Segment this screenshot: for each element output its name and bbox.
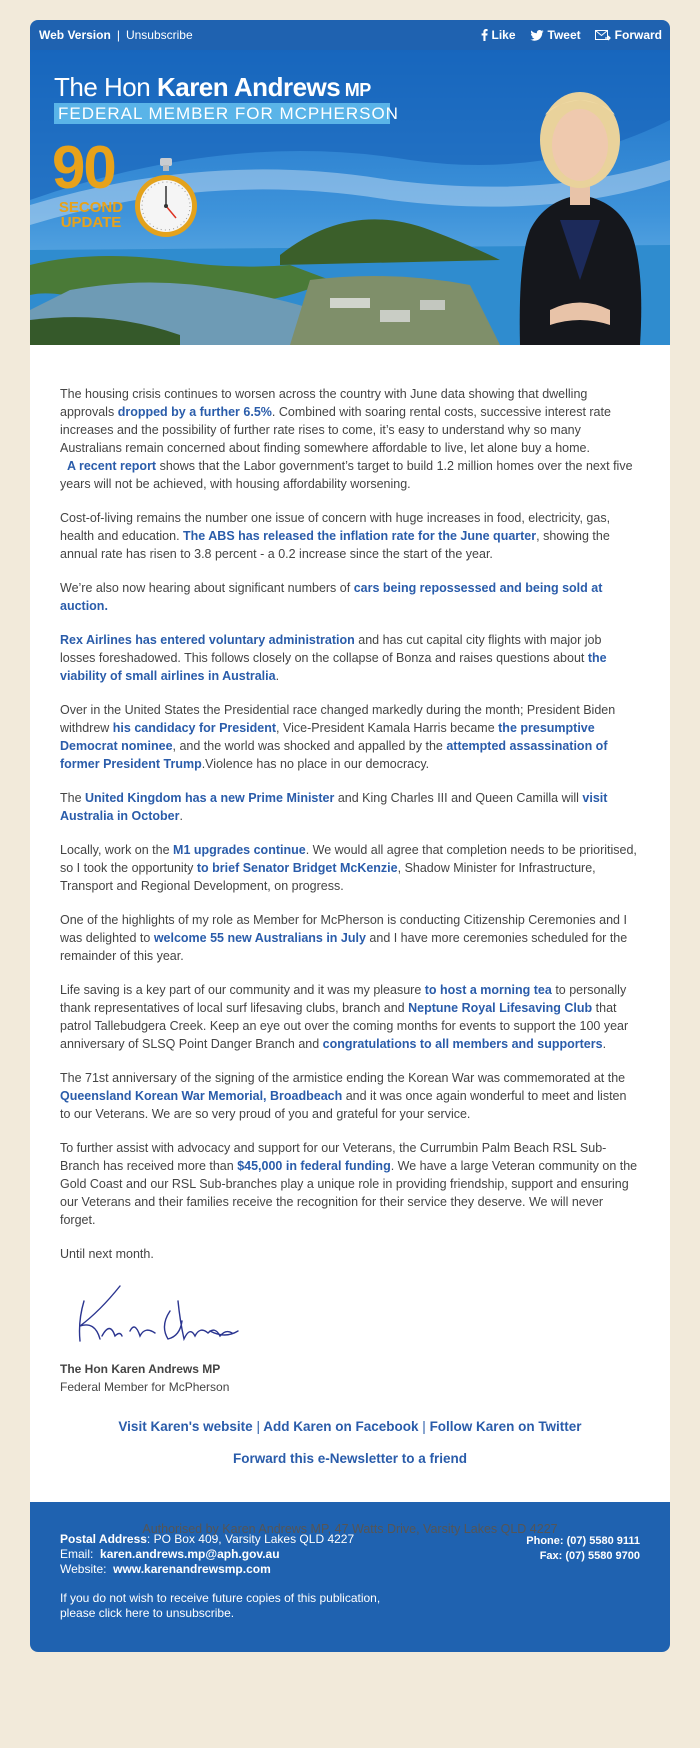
topbar-separator: | [116, 28, 120, 42]
top-bar [30, 20, 670, 50]
link-m1-upgrades[interactable]: M1 upgrades continue [173, 843, 306, 857]
footer-phone-fax [526, 1534, 640, 1564]
social-links: Visit Karen's website | Add Karen on Facebook | Follow Karen on Twitter [118, 1419, 582, 1434]
ninety-number: 90 [52, 134, 115, 201]
tweet-label: Tweet [547, 28, 581, 42]
link-uk-prime-minister[interactable]: United Kingdom has a new Prime Minister [85, 791, 335, 805]
forward-button[interactable] [595, 28, 662, 42]
link-trump-assassination[interactable]: attempted assassination of former President Trump [60, 739, 608, 771]
link-democrat-nominee[interactable]: the presumptive Democrat nominee [60, 721, 595, 753]
fax-number: Fax: (07) 5580 9700 [539, 1550, 640, 1562]
facebook-link[interactable]: Add Karen on Facebook [263, 1419, 419, 1434]
unsubscribe-link[interactable]: Unsubscribe [125, 28, 193, 42]
link-abs-inflation[interactable]: The ABS has released the inflation rate for the June quarter [183, 529, 537, 543]
twitter-link[interactable]: Follow Karen on Twitter [429, 1419, 582, 1434]
link-federal-funding[interactable]: $45,000 in federal funding [237, 1159, 391, 1173]
signatory-name: The Hon Karen Andrews MP [60, 1362, 221, 1376]
twitter-bird-icon [530, 30, 544, 41]
web-version-link[interactable]: Web Version [39, 28, 111, 42]
paragraph-cost-of-living: Cost-of-living remains the number one issue of concern with huge increases in food, electricity, gas, health and education. The ABS has released the inflation rate for the June quarter, showing the annual rate has risen to 3.8 percent - a 0.2 increase since the start of the year. [60, 511, 611, 561]
signatory-title: Federal Member for McPherson [60, 1380, 230, 1394]
newsletter [30, 20, 670, 1652]
paragraph-citizenship: One of the highlights of my role as Member for McPherson is conducting Citizenship Ceremonies and I was delighted to welcome 55 new Australians in July and I have more ceremonies scheduled for the remainder of this year. [60, 913, 628, 963]
link-brief-mckenzie[interactable]: to brief Senator Bridget McKenzie [196, 861, 398, 875]
authorisation-statement: Authorised by Karen Andrews MP, 47 Watts Drive, Varsity Lakes QLD 4227 [142, 1522, 558, 1536]
email-line: Email: karen.andrews.mp@aph.gov.au [60, 1547, 280, 1561]
newsletter-body [30, 345, 670, 1502]
facebook-icon [481, 29, 488, 41]
electorate-subtitle: FEDERAL MEMBER FOR MCPHERSON [54, 103, 390, 124]
link-recent-report[interactable]: A recent report [66, 459, 157, 473]
forward-to-friend-link[interactable]: Forward this e-Newsletter to a friend [232, 1451, 468, 1466]
link-neptune-club[interactable]: Neptune Royal Lifesaving Club [408, 1001, 593, 1015]
postal-address: Postal Address: PO Box 409, Varsity Lakes QLD 4227 [60, 1532, 355, 1546]
phone-number: Phone: (07) 5580 9111 [526, 1535, 640, 1547]
signature-block [60, 1281, 640, 1396]
website-link[interactable]: Visit Karen's website [118, 1419, 253, 1434]
second-update-label: SECOND UPDATE [58, 199, 124, 231]
tweet-button[interactable] [530, 28, 581, 42]
link-dwelling-approvals[interactable]: dropped by a further 6.5% [117, 405, 272, 419]
facebook-like-button[interactable] [481, 28, 516, 42]
paragraph-m1: Locally, work on the M1 upgrades continue. We would all agree that completion needs to be prioritised, so I took the opportunity to brief Senator Bridget McKenzie, Shadow Minister for Infrastructure, Transport and Regional Development, on progress. [60, 843, 637, 893]
paragraph-korean-war: The 71st anniversary of the signing of the armistice ending the Korean War was commemorated at the Queensland Korean War Memorial, Broadbeach and it was once again wonderful to meet and listen to our Veterans. We are so very proud of you and grateful for your service. [60, 1071, 627, 1121]
paragraph-repossessions: We’re also now hearing about significant numbers of cars being repossessed and being sold at auction. [60, 581, 603, 613]
link-new-australians[interactable]: welcome 55 new Australians in July [153, 931, 366, 945]
link-biden-candidacy[interactable]: his candidacy for President [112, 721, 277, 735]
link-morning-tea[interactable]: to host a morning tea [424, 983, 552, 997]
handwritten-signature [60, 1281, 240, 1351]
website-line: Website: www.karenandrewsmp.com [60, 1562, 271, 1576]
paragraph-veterans: To further assist with advocacy and support for our Veterans, the Currumbin Palm Beach RSL Sub-Branch has received more than $45,000 in federal funding. We have a large Veteran community on the Gold Coast and our RSL Sub-branches play a unique role in providing friendship, support and ensuring our Veterans and their families receive the recognition for their service they deserve. We will never forget. [60, 1141, 638, 1227]
link-congratulations[interactable]: congratulations to all members and supporters [322, 1037, 603, 1051]
member-name-heading: The Hon Karen Andrews MP [54, 72, 371, 102]
stopwatch-icon [134, 158, 198, 240]
paragraph-lifesaving: Life saving is a key part of our community and it was my pleasure to host a morning tea to personally thank representatives of local surf lifesaving clubs, branch and Neptune Royal Lifesaving Club that patrol Tallebudgera Creek. Keep an eye out over the coming months for events to support the 100 year anniversary of SLSQ Point Danger Branch and congratulations to all members and supporters. [60, 983, 629, 1051]
envelope-forward-icon [595, 30, 611, 41]
link-small-airlines[interactable]: the viability of small airlines in Australia [60, 651, 607, 683]
paragraph-airlines: Rex Airlines has entered voluntary administration and has cut capital city flights with major job losses foreshadowed. This follows closely on the collapse of Bonza and raises questions about the viability of small airlines in Australia. [60, 633, 607, 683]
link-korean-war-memorial[interactable]: Queensland Korean War Memorial, Broadbeach [60, 1089, 343, 1103]
header-banner [30, 50, 670, 345]
karen-andrews-portrait [490, 80, 670, 345]
paragraph-us-election: Over in the United States the Presidential race changed markedly during the month; President Biden withdrew his candidacy for President, Vice-President Kamala Harris became the presumptive Democrat nominee, and the world was shocked and appalled by the attempted assassination of former President Trump.Violence has no place in our democracy. [60, 703, 616, 771]
paragraph-uk: The United Kingdom has a new Prime Minister and King Charles III and Queen Camilla will visit Australia in October. [60, 791, 608, 823]
link-cars-repossessed[interactable]: cars being repossessed and being sold at auction. [60, 581, 603, 613]
link-rex-airlines[interactable]: Rex Airlines has entered voluntary administration [60, 633, 355, 647]
link-royal-visit[interactable]: visit Australia in October [60, 791, 608, 823]
footer-website-link[interactable]: www.karenandrewsmp.com [113, 1562, 271, 1576]
email-link[interactable]: karen.andrews.mp@aph.gov.au [100, 1547, 280, 1561]
paragraph-housing: The housing crisis continues to worsen across the country with June data showing that dwelling approvals dropped by a further 6.5%. Combined with soaring rental costs, successive interest rate increases and the possibility of further rate rises to come, it’s easy to understand why so many Australians remain concerned about finding somewhere affordable to live, let alone buy a home. A recent report shows that the Labor government’s target to build 1.2 million homes over the next five years will not be achieved, with housing affordability worsening. [60, 387, 633, 491]
footer-contact [60, 1532, 380, 1621]
forward-label: Forward [614, 28, 662, 42]
unsubscribe-notice[interactable]: If you do not wish to receive future copies of this publication, please click here to unsubscribe. [60, 1591, 381, 1620]
like-label: Like [491, 28, 516, 42]
closing-line: Until next month. [60, 1247, 154, 1261]
